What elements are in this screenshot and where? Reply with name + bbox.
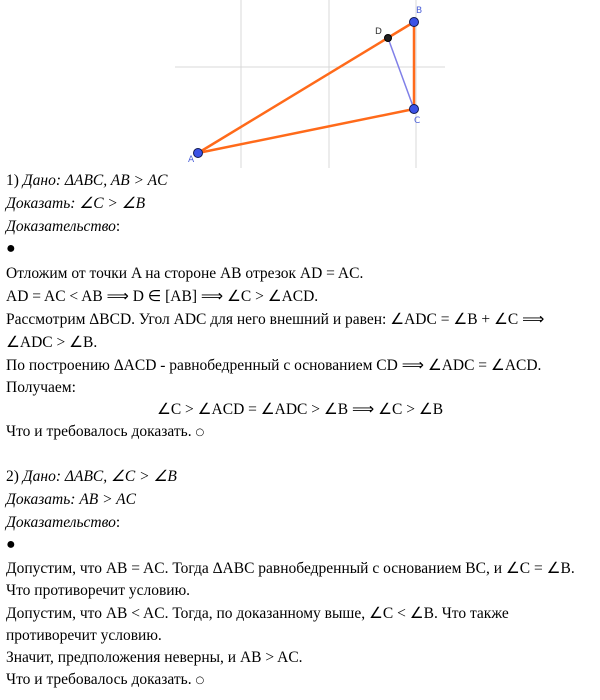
part2-number: 2) xyxy=(6,468,19,485)
label-d: D xyxy=(375,27,382,37)
part2-prove xyxy=(6,489,136,511)
part1-line: По построению ΔACD - равнобедренный с основанием CD ⟹ ∠ADC = ∠ACD. xyxy=(6,357,542,374)
point-b xyxy=(410,18,419,27)
qed-circle-icon: ○ xyxy=(195,427,205,438)
part2-qed xyxy=(6,669,204,692)
part1-proof-colon: : xyxy=(115,218,121,235)
label-b: B xyxy=(416,6,423,16)
label-c: C xyxy=(414,116,421,126)
part2-line: противоречит условию. xyxy=(6,627,162,644)
point-a xyxy=(194,149,203,158)
side-ab xyxy=(198,22,414,153)
part1-line: ∠ADC > ∠B. xyxy=(6,334,98,351)
part1-line: Рассмотрим ΔBCD. Угол ADC для него внешний и равен: ∠ADC = ∠B + ∠C ⟹ xyxy=(6,311,545,328)
triangle-sides xyxy=(198,22,414,153)
part2-line: Допустим, что AB = AC. Тогда ΔABC равнобедренный с основанием BC, и ∠C = ∠B. xyxy=(6,560,575,577)
part1-proof-label: Доказательство xyxy=(6,218,116,235)
triangle-figure xyxy=(0,0,600,168)
part2-line: Значит, предположения неверны, и AB > AC. xyxy=(6,649,303,666)
part2-prove-value: : AB > AC xyxy=(70,491,136,508)
part2-proof-heading xyxy=(6,512,120,534)
part2-proof xyxy=(6,466,594,696)
part1-given xyxy=(6,170,167,192)
part1-given-value: : ΔABC, AB > AC xyxy=(55,172,168,189)
part1-line: AD = AC < AB ⟹ D ∈ [AB] ⟹ ∠C > ∠ACD. xyxy=(6,288,319,305)
part2-proof-label: Доказательство xyxy=(6,514,116,531)
part1-formula: ∠C > ∠ACD = ∠ADC > ∠B ⟹ ∠C > ∠B xyxy=(156,401,444,418)
part2-given-label: Дано xyxy=(22,468,56,485)
part2-line: Допустим, что AB < AC. Тогда, по доказанному выше, ∠C < ∠B. Что также xyxy=(6,605,509,622)
part2-given xyxy=(6,466,177,488)
part1-prove-value: : ∠C > ∠B xyxy=(70,195,146,212)
part2-proof-colon: : xyxy=(115,514,121,531)
part1-prove xyxy=(6,193,145,215)
part2-given-value: : ΔABC, ∠C > ∠B xyxy=(55,468,177,485)
label-a: A xyxy=(188,155,195,165)
part1-proof-heading xyxy=(6,216,120,238)
part2-bullet: ● xyxy=(6,536,16,553)
segment-cd xyxy=(388,38,414,109)
point-d xyxy=(385,35,392,42)
part2-qed-text: Что и требовалось доказать. xyxy=(6,671,192,688)
point-c xyxy=(410,105,419,114)
side-ac xyxy=(198,109,414,153)
part1-proof xyxy=(6,170,594,440)
part1-bullet: ● xyxy=(6,240,16,257)
part1-line: Получаем: xyxy=(6,379,76,396)
part1-given-label: Дано xyxy=(22,172,56,189)
part1-qed-text: Что и требовалось доказать. xyxy=(6,423,192,440)
part1-number: 1) xyxy=(6,172,19,189)
part2-prove-label: Доказать xyxy=(6,491,71,508)
part1-qed xyxy=(6,421,204,444)
qed-circle-icon: ○ xyxy=(195,675,205,686)
part1-line: Отложим от точки A на стороне AB отрезок AD = AC. xyxy=(6,265,364,282)
part1-prove-label: Доказать xyxy=(6,195,71,212)
part2-line: Что противоречит условию. xyxy=(6,582,191,599)
